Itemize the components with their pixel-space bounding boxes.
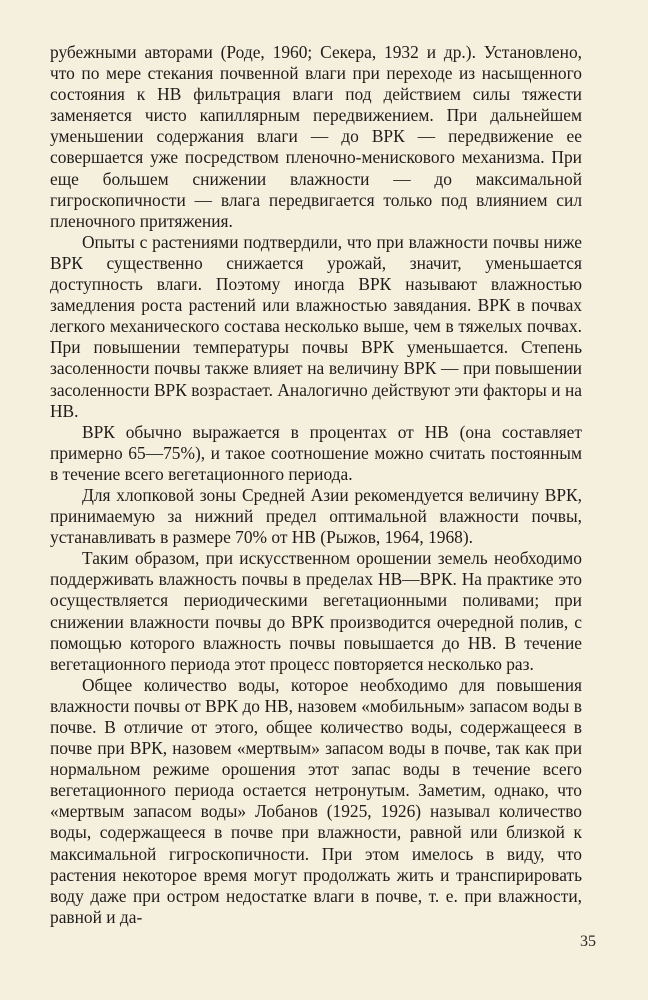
body-text (50, 42, 582, 928)
page-number: 35 (580, 933, 596, 950)
paragraph-3: ВРК обычно выражается в процентах от НВ (она составляет примерно 65—75%), и такое соотношение можно считать постоянным в течение всего вегетационного периода. (50, 421, 582, 484)
paragraph-1: рубежными авторами (Роде, 1960; Секера, 1932 и др.). Установлено, что по мере стекания почвенной влаги при переходе из насыщенного состояния к НВ фильтрация влаги под действием силы тяжести заменяется чисто капиллярным передвижением. При дальнейшем уменьшении содержания влаги — до ВРК — передвижение ее совершается уже посредством пленочно-менискового механизма. При еще большем снижении влажности — до максимальной гигроскопичности — влага передвигается только под влиянием сил пленочного притяжения. (50, 42, 582, 231)
paragraph-6: Общее количество воды, которое необходимо для повышения влажности почвы от ВРК до НВ, назовем «мобильным» запасом воды в почве. В отличие от этого, общее количество воды, содержащееся в почве при ВРК, назовем «мертвым» запасом воды в почве, так как при нормальном режиме орошения этот запас воды в течение всего вегетационного периода остается нетронутым. Заметим, однако, что «мертвым запасом воды» Лобанов (1925, 1926) называл количество воды, содержащееся в почве при влажности, равной или близкой к максимальной гигроскопичности. При этом имелось в виду, что растения некоторое время могут продолжать жить и транспирировать воду даже при остром недостатке влаги в почве, т. е. при влажности, равной и да- (50, 674, 582, 927)
paragraph-2: Опыты с растениями подтвердили, что при влажности почвы ниже ВРК существенно снижается урожай, значит, уменьшается доступность влаги. Поэтому иногда ВРК называют влажностью замедления роста растений или влажностью завядания. ВРК в почвах легкого механического состава несколько выше, чем в тяжелых почвах. При повышении температуры почвы ВРК уменьшается. Степень засоленности почвы также влияет на величину ВРК — при повышении засоленности ВРК возрастает. Аналогично действуют эти факторы и на НВ. (50, 231, 582, 421)
paragraph-5: Таким образом, при искусственном орошении земель необходимо поддерживать влажность почвы в пределах НВ—ВРК. На практике это осуществляется периодическими вегетационными поливами; при снижении влажности почвы до ВРК производится очередной полив, с помощью которого влажность почвы повышается до НВ. В течение вегетационного периода этот процесс повторяется несколько раз. (50, 548, 582, 674)
paragraph-4: Для хлопковой зоны Средней Азии рекомендуется величину ВРК, принимаемую за нижний предел оптимальной влажности почвы, устанавливать в размере 70% от НВ (Рыжов, 1964, 1968). (50, 484, 582, 548)
